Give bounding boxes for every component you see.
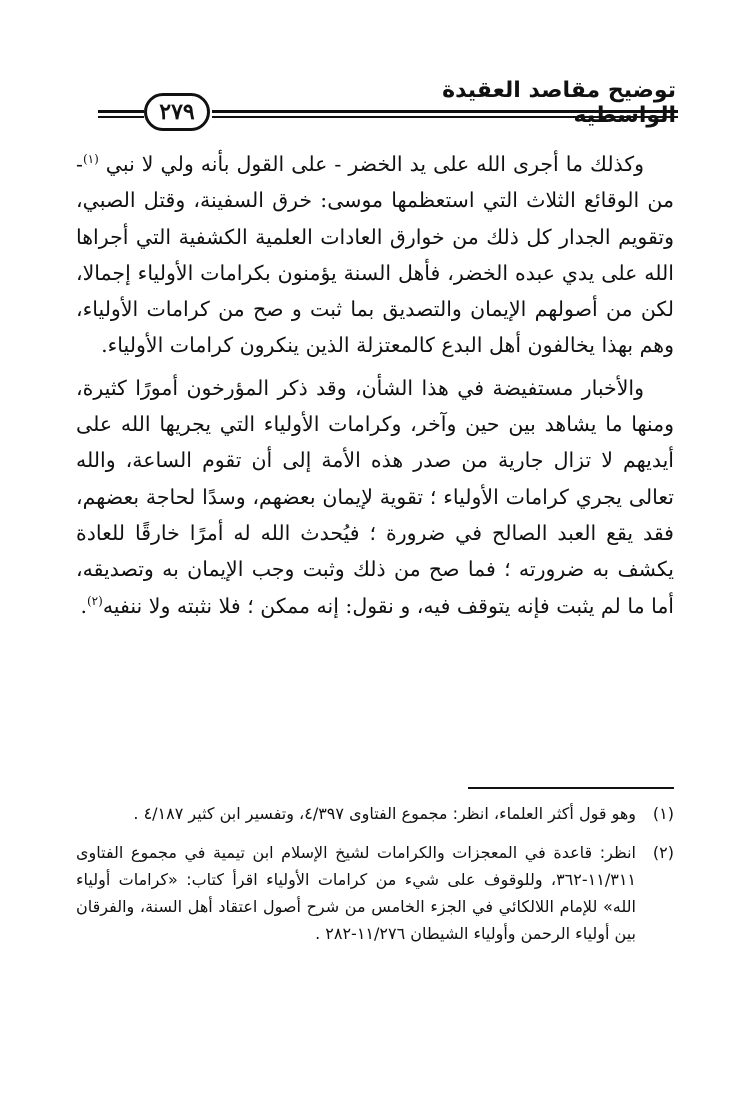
footnote-2	[76, 839, 674, 947]
running-header-title: توضيح مقاصد العقيدة	[442, 78, 676, 103]
header-rule-left-top	[98, 110, 144, 113]
paragraph-1-part-b: - من الوقائع الثلاث التي استعظمها موسى: خرق السفينة، وقتل الصبي، وتقويم الجدار كل ذلك من خوارق العادات العلمية الكشفية التي أجراها الله على يدي عبده الخضر، فأهل السنة يؤمنون بكرامات الأولياء إجمالا، لكن من أصولهم الإيمان والتصديق بما ثبت و صح من كرامات الأولياء، وهم بهذا يخالفون أهل البدع كالمعتزلة الذين ينكرون كرامات الأولياء.	[76, 152, 674, 358]
footnote-1-marker: (١)	[652, 804, 674, 823]
footnote-ref-2: (٢)	[86, 593, 103, 608]
footnote-2-text: انظر: قاعدة في المعجزات والكرامات لشيخ الإسلام ابن تيمية في مجموع الفتاوى ١١/٣١١-٣٦٢، وللوقوف على شيء من كرامات الأولياء اقرأ كتاب: «كرامات أولياء الله» للإمام اللالكائي في الجزء الخامس من شرح أصول اعتقاد أهل السنة، والفرقان بين أولياء الرحمن وأولياء الشيطان ١١/٢٧٦-٢٨٢ .	[76, 843, 636, 943]
paragraph-2-part-a: والأخبار مستفيضة في هذا الشأن، وقد ذكر المؤرخون أمورًا كثيرة، ومنها ما يشاهد بين حين وآخر، وكرامات الأولياء التي يجريها الله على أيديهم لا تزال جارية من صدر هذه الأمة إلى أن تقوم الساعة، والله تعالى يجري كرامات الأولياء ؛ تقوية لإيمان بعضهم، وسدًا لحاجة بعضهم، فقد يقع العبد الصالح في ضرورة ؛ فيُحدث الله له أمرًا خارقًا للعادة يكشف به ضرورته ؛ فما صح من ذلك وثبت وجب الإيمان به وتصديقه، أما ما لم يثبت فإنه يتوقف فيه، و نقول: إنه ممكن ؛ فلا نثبته ولا ننفيه	[76, 375, 674, 618]
footnote-ref-1: (١)	[82, 152, 99, 167]
footnote-separator	[468, 787, 674, 789]
header-rule-left-bottom	[98, 116, 144, 118]
paragraph-1	[76, 146, 674, 364]
footnote-1	[76, 800, 674, 827]
paragraph-2-part-b: .	[80, 593, 87, 618]
paragraph-1-part-a: وكذلك ما أجرى الله على يد الخضر - على القول بأنه ولي لا نبي	[105, 152, 644, 176]
header-rule-right-top	[212, 110, 678, 113]
footnote-1-text: وهو قول أكثر العلماء، انظر: مجموع الفتاوى ٤/٣٩٧، وتفسير ابن كثير ٤/١٨٧ .	[133, 804, 636, 823]
footnotes	[76, 800, 674, 959]
page-number-badge: ٢٧٩	[144, 93, 210, 131]
header-rule-right-bottom	[212, 116, 678, 118]
footnote-2-marker: (٢)	[652, 843, 674, 862]
main-text	[76, 146, 674, 624]
paragraph-2	[76, 370, 674, 624]
